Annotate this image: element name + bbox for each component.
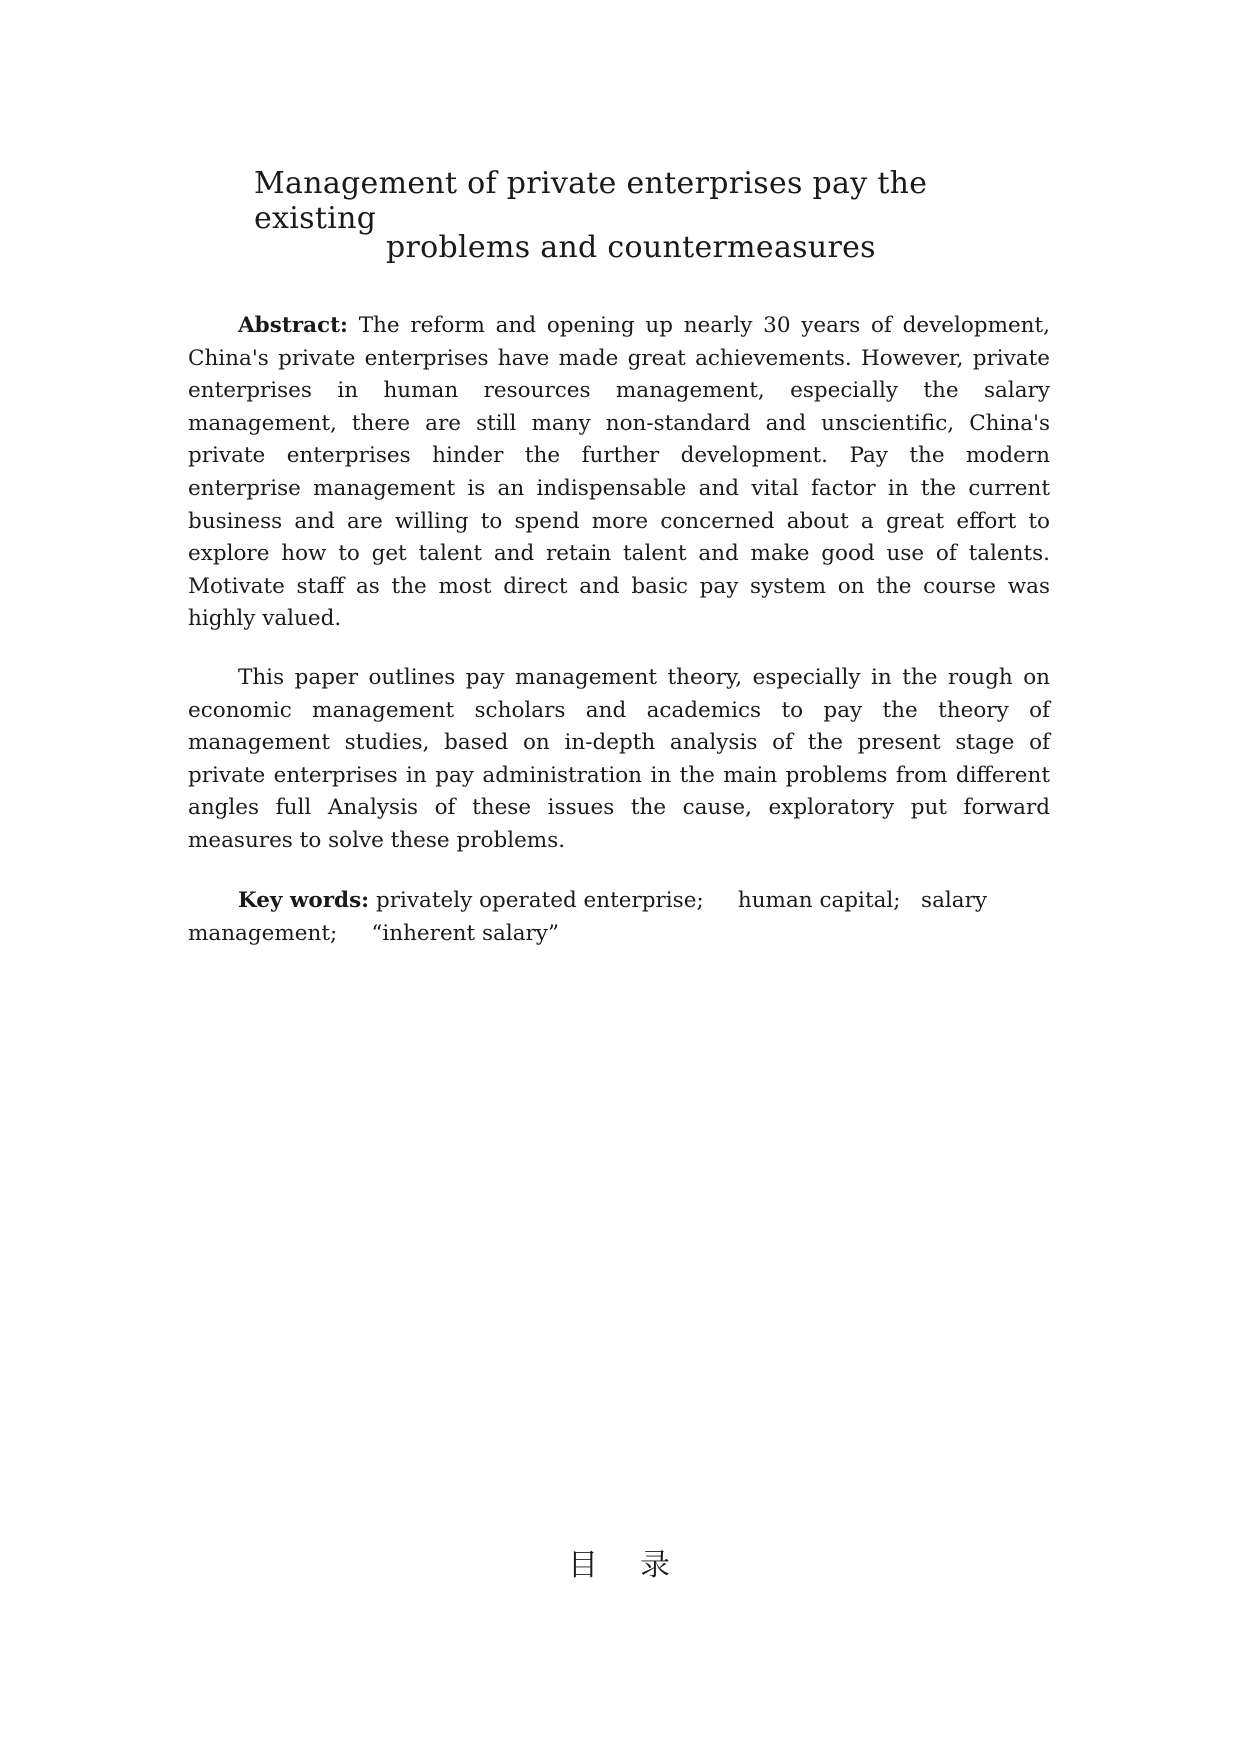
- title-line-2: problems and countermeasures: [386, 230, 876, 265]
- table-of-contents-heading: [568, 1540, 670, 1584]
- keywords-paragraph: [188, 885, 1078, 950]
- abstract-section: [188, 310, 1050, 636]
- keyword-item: privately operated enterprise;: [375, 888, 704, 913]
- keyword-item: “inherent salary”: [371, 920, 559, 946]
- keyword-item: human capital;: [737, 888, 901, 913]
- keyword-item: salary management;: [188, 888, 988, 946]
- keywords-label: Key words:: [238, 888, 370, 913]
- second-paragraph: This paper outlines pay management theory, especially in the rough on economic management scholars and academics to pay the theory of management studies, based on in-depth analysis of the present stage of private enterprises in pay administration in the main problems from different angles full Analysis of these issues the cause, exploratory put forward measures to solve these problems.: [188, 665, 1050, 853]
- second-paragraph-section: [188, 662, 1050, 858]
- abstract-text: The reform and opening up nearly 30 years of development, China's private enterprises have made great achievements. However, private enterprises in human resources management, especially the salary management, there are still many non-standard and unscientific, China's private enterprises hinder the further development. Pay the modern enterprise management is an indispensable and vital factor in the current business and are willing to spend more concerned about a great effort to explore how to get talent and retain talent and make good use of talents. Motivate staff as the most direct and basic pay system on the course was highly valued.: [188, 313, 1050, 632]
- toc-char-2: 录: [640, 1548, 670, 1583]
- abstract-label: Abstract:: [238, 313, 348, 338]
- toc-char-1: 目: [568, 1548, 598, 1583]
- keywords-section: [188, 885, 1078, 950]
- title-line-1: Management of private enterprises pay the existing: [254, 166, 928, 236]
- abstract-paragraph: [188, 310, 1050, 636]
